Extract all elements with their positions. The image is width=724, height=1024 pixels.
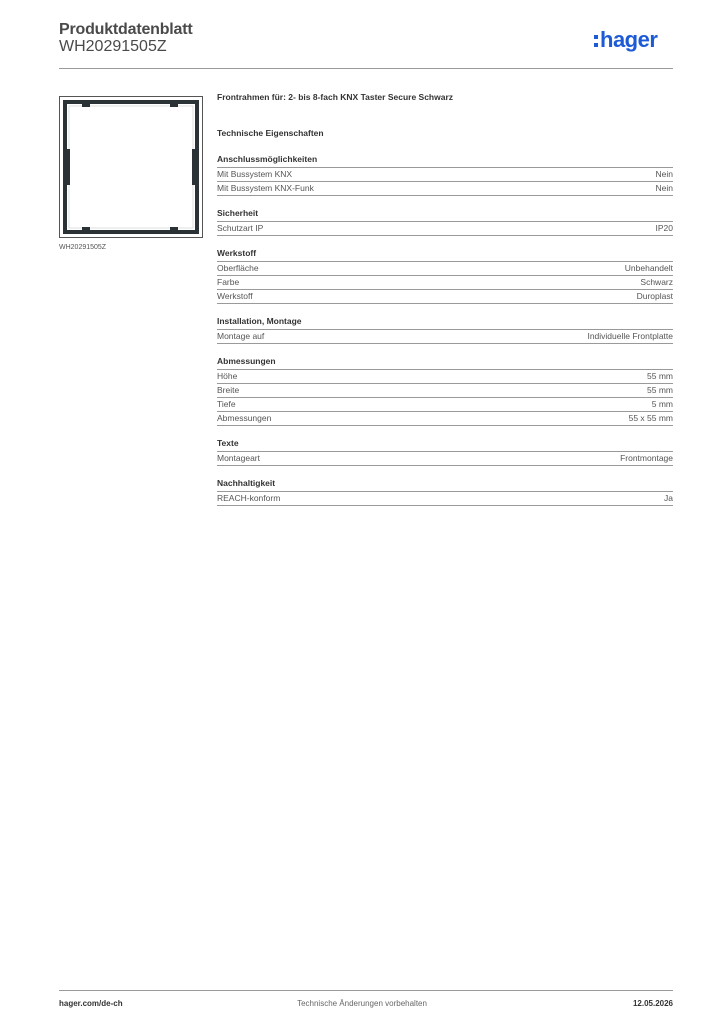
specs-content <box>217 92 673 506</box>
section-heading: Installation, Montage <box>217 316 673 330</box>
spec-label: Tiefe <box>217 399 236 409</box>
section-heading: Anschlussmöglichkeiten <box>217 154 673 168</box>
spec-label: Abmessungen <box>217 413 272 423</box>
spec-section <box>217 248 673 304</box>
spec-value: Schwarz <box>640 277 673 287</box>
spec-sections <box>217 154 673 506</box>
spec-value: 55 x 55 mm <box>628 413 673 423</box>
spec-value: IP20 <box>655 223 673 233</box>
article-number: WH20291505Z <box>59 38 167 55</box>
spec-label: Werkstoff <box>217 291 253 301</box>
spec-row <box>217 384 673 398</box>
spec-row <box>217 182 673 196</box>
spec-section <box>217 356 673 426</box>
spec-value: Unbehandelt <box>624 263 673 273</box>
spec-value: 55 mm <box>647 385 673 395</box>
product-image <box>59 96 203 238</box>
spec-value: Nein <box>655 183 673 193</box>
spec-value: Duroplast <box>636 291 673 301</box>
section-heading: Werkstoff <box>217 248 673 262</box>
spec-section <box>217 154 673 196</box>
spec-value: Frontmontage <box>620 453 673 463</box>
hager-logo[interactable] <box>594 29 674 57</box>
spec-value: Ja <box>664 493 673 503</box>
section-heading: Abmessungen <box>217 356 673 370</box>
spec-row <box>217 412 673 426</box>
section-heading: Nachhaltigkeit <box>217 478 673 492</box>
spec-section <box>217 208 673 236</box>
spec-value: 5 mm <box>651 399 673 409</box>
spec-value: Individuelle Frontplatte <box>587 331 673 341</box>
spec-label: Schutzart IP <box>217 223 264 233</box>
spec-row <box>217 276 673 290</box>
image-caption: WH20291505Z <box>59 244 107 251</box>
footer-divider <box>59 990 673 991</box>
spec-row <box>217 492 673 506</box>
spec-row <box>217 168 673 182</box>
footer-notice: Technische Änderungen vorbehalten <box>297 999 427 1008</box>
footer-date: 12.05.2026 <box>632 999 673 1008</box>
spec-row <box>217 452 673 466</box>
logo-dots-icon <box>594 35 599 51</box>
spec-label: Höhe <box>217 371 238 381</box>
tech-heading: Technische Eigenschaften <box>217 128 324 138</box>
product-title: Frontrahmen für: 2- bis 8-fach KNX Taster Secure Schwarz <box>217 92 454 102</box>
spec-row <box>217 222 673 236</box>
spec-label: Montageart <box>217 453 260 463</box>
header-divider <box>59 68 673 69</box>
spec-label: Montage auf <box>217 331 265 341</box>
spec-label: Oberfläche <box>217 263 259 273</box>
frame-icon <box>60 97 202 237</box>
spec-section <box>217 316 673 344</box>
spec-label: Farbe <box>217 277 240 287</box>
spec-row <box>217 370 673 384</box>
footer-website-link[interactable]: hager.com/de-ch <box>59 999 123 1008</box>
spec-label: Mit Bussystem KNX <box>217 169 293 179</box>
spec-label: Mit Bussystem KNX-Funk <box>217 183 314 193</box>
spec-row <box>217 290 673 304</box>
spec-section <box>217 438 673 466</box>
spec-section <box>217 478 673 506</box>
section-heading: Texte <box>217 438 673 452</box>
page-title: Produktdatenblatt <box>59 21 193 38</box>
spec-row <box>217 262 673 276</box>
logo-text: hager <box>600 27 658 52</box>
spec-value: 55 mm <box>647 371 673 381</box>
spec-label: Breite <box>217 385 240 395</box>
section-heading: Sicherheit <box>217 208 673 222</box>
spec-label: REACH-konform <box>217 493 281 503</box>
spec-value: Nein <box>655 169 673 179</box>
spec-row <box>217 330 673 344</box>
spec-row <box>217 398 673 412</box>
